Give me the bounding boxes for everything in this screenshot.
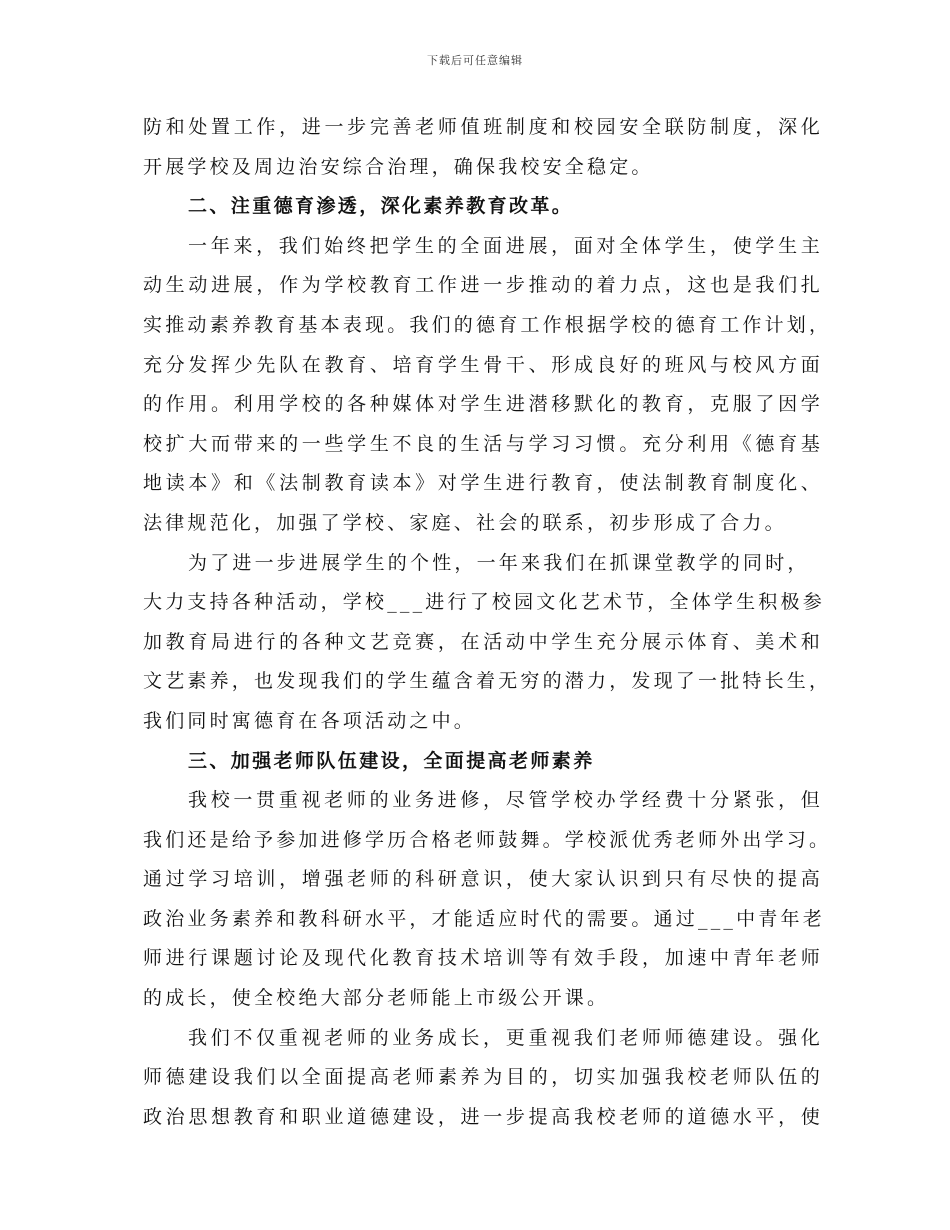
- paragraph-line: 动生动进展，作为学校教育工作进一步推动的着力点，这也是我们扎: [143, 274, 823, 297]
- paragraph-line: 校扩大而带来的一些学生不良的生活与学习习惯。充分利用《德育基: [143, 432, 823, 455]
- paragraph-line: 的作用。利用学校的各种媒体对学生进潜移默化的教育，克服了因学: [143, 393, 823, 416]
- paragraph-line: 我们同时寓德育在各项活动之中。: [143, 709, 477, 732]
- paragraph-line: 实推动素养教育基本表现。我们的德育工作根据学校的德育工作计划，: [143, 313, 832, 336]
- paragraph-line: 通过学习培训，增强老师的科研意识，使大家认识到只有尽快的提高: [143, 868, 823, 891]
- paragraph-line: 加教育局进行的各种文艺竞赛，在活动中学生充分展示体育、美术和: [143, 630, 823, 653]
- paragraph-line: 一年来，我们始终把学生的全面进展，面对全体学生，使学生主: [188, 234, 823, 257]
- document-body: [143, 108, 832, 1137]
- paragraph-line: 我们不仅重视老师的业务成长，更重视我们老师师德建设。强化: [188, 1026, 823, 1049]
- paragraph-line: 文艺素养，也发现我们的学生蕴含着无穷的潜力，发现了一批特长生，: [143, 670, 832, 693]
- paragraph-line: 的成长，使全校绝大部分老师能上市级公开课。: [143, 987, 610, 1010]
- page-header: 下载后可任意编辑: [427, 54, 523, 67]
- paragraph-line: 政治业务素养和教科研水平，才能适应时代的需要。通过___中青年老: [143, 907, 825, 930]
- paragraph-line: 大力支持各种活动，学校___进行了校园文化艺术节，全体学生积极参: [143, 591, 825, 614]
- paragraph-line: 师德建设我们以全面提高老师素养为目的，切实加强我校老师队伍的: [143, 1066, 823, 1089]
- paragraph-line: 地读本》和《法制教育读本》对学生进行教育，使法制教育制度化、: [143, 472, 823, 495]
- paragraph-line: 法律规范化，加强了学校、家庭、社会的联系，初步形成了合力。: [143, 511, 787, 534]
- paragraph-line: 为了进一步进展学生的个性，一年来我们在抓课堂教学的同时，: [188, 551, 810, 574]
- paragraph-line: 充分发挥少先队在教育、培育学生骨干、形成良好的班风与校风方面: [143, 353, 823, 376]
- section-heading: 三、加强老师队伍建设，全面提高老师素养: [188, 749, 595, 772]
- paragraph-line: 防和处置工作，进一步完善老师值班制度和校园安全联防制度，深化: [143, 116, 823, 138]
- paragraph-line: 政治思想教育和职业道德建设，进一步提高我校老师的道德水平，使: [143, 1105, 823, 1128]
- paragraph-line: 师进行课题讨论及现代化教育技术培训等有效手段，加速中青年老师: [143, 947, 823, 970]
- section-heading: 二、注重德育渗透，深化素养教育改革。: [188, 195, 574, 218]
- paragraph-line: 开展学校及周边治安综合治理，确保我校安全稳定。: [143, 155, 654, 178]
- paragraph-line: 我校一贯重视老师的业务进修，尽管学校办学经费十分紧张，但: [188, 789, 823, 812]
- paragraph-line: 我们还是给予参加进修学历合格老师鼓舞。学校派优秀老师外出学习。: [143, 828, 832, 851]
